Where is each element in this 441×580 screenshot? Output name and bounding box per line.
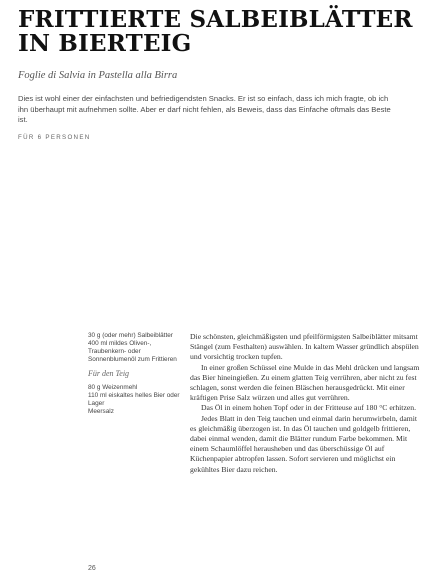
ingredients-list (88, 332, 183, 416)
ingredients-subheading: Für den Teig (88, 369, 130, 378)
servings-label: FÜR 6 PERSONEN (18, 134, 91, 141)
method-paragraph: Jedes Blatt in den Teig tauchen und einmal darin herumwirbeln, damit es gleichmäßig überzogen ist. In das Öl tauchen und goldgelb frittieren, dabei einmal wenden, damit die Blätter rundum Farbe bekommen. Mit einem Schaumlöffel herausheben und das überschüssige Öl auf Küchenpapier abtropfen lassen. Sofort servieren und möglichst ein gekühltes Bier dazu reichen. (190, 413, 418, 474)
page-number: 26 (88, 565, 96, 572)
ingredient-item: 400 ml mildes Oliven-, Traubenkern- oder Sonnenblumenöl zum Frittieren (88, 340, 177, 363)
method-paragraph: Das Öl in einem hohen Topf oder in der Fritteuse auf 180 °C erhitzen. (201, 403, 417, 413)
recipe-intro: Dies ist wohl einer der einfachsten und befriedigendsten Snacks. Er ist so einfach, dass ich mich fragte, ob ich ihn überhaupt mit aufnehmen sollte. Aber er darf nicht fehlen, als Beweis, dass das Einfache oftmals das Beste ist. (18, 94, 391, 125)
ingredient-item: Meersalz (88, 408, 114, 415)
method-paragraph: Die schönsten, gleichmäßigsten und pfeilförmigsten Salbeiblätter mitsamt Stängel (zum Festhalten) auswählen. In kaltem Wasser gründlich abspülen und vorsichtig trocken tupfen. (190, 332, 419, 362)
ingredient-item: 110 ml eiskaltes helles Bier oder Lager (88, 392, 180, 407)
method-paragraph: In einer großen Schüssel eine Mulde in das Mehl drücken und langsam das Bier hineingießen. Zu einem glatten Teig verrühren, aber nicht zu fest schlagen, sonst werden die feinen Bläschen herausgedrückt. Mit einer kräftigen Prise Salz würzen und alles gut verrühren. (190, 362, 420, 403)
recipe-title: FRITTIERTE SALBEIBLÄTTER IN BIERTEIG (18, 6, 413, 57)
ingredient-item: 80 g Weizenmehl (88, 384, 138, 391)
method-text (190, 332, 422, 475)
recipe-subtitle: Foglie di Salvia in Pastella alla Birra (18, 70, 178, 81)
ingredient-item: 30 g (oder mehr) Salbeiblätter (88, 332, 173, 339)
